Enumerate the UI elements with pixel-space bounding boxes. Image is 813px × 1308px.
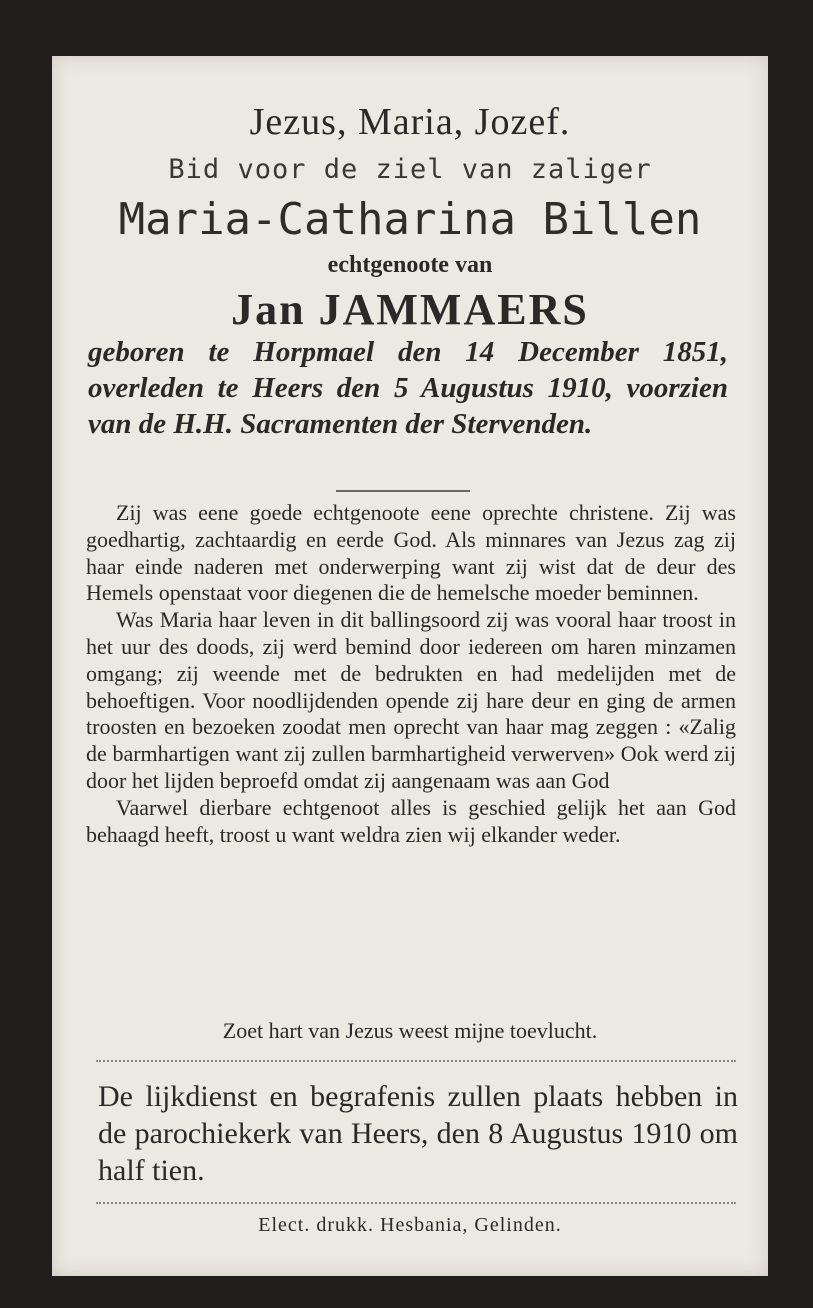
biography-paragraph: Vaarwel dierbare echtgenoot alles is geschied gelijk het aan God behaagd heeft, troost u want weldra zien wij elkander weder. (86, 794, 736, 847)
closing-prayer: Zoet hart van Jezus weest mijne toevlucht. (222, 1018, 598, 1043)
biography (86, 500, 736, 848)
card-paper (52, 56, 768, 1276)
spouse-intro: echtgenoote van (327, 252, 493, 278)
biography-paragraph: Zij was eene goede echtgenoote eene oprechte christene. Zij was goedhartig, zachtaardig en eerde God. Als minnares van Jezus zag zij haar einde naderen met onderwerping want zij wist dat de deur des Hemels openstaat voor diegenen die de hemelsche moeder beminnen. (86, 500, 736, 606)
dotted-divider-bottom (96, 1202, 736, 1204)
divider-line (336, 490, 470, 492)
biography-paragraph: Was Maria haar leven in dit ballingsoord zij was vooral haar troost in het uur des doods, zij werd bemind door iedereen om haren minzamen omgang; zij weende met de bedrukten en had medelijden met de behoeftigen. Voor noodlijdenden opende zij hare deur en ging de armen troosten en bezoeken zoodat men oprecht van haar mag zeggen : «Zalig de barmhartigen want zij zullen barmhartigheid verwerven» Ook werd zij door het lijden beproefd omdat zij aangenaam was aan God (86, 607, 736, 793)
printer-credit: Elect. drukk. Hesbania, Gelinden. (258, 1214, 562, 1236)
prayer-line: Bid voor de ziel van zaliger (168, 154, 652, 185)
invocation: Jezus, Maria, Jozef. (249, 101, 571, 143)
dotted-divider-top (96, 1060, 736, 1062)
life-dates: geboren te Horpmael den 14 December 1851, overleden te Heers den 5 Augustus 1910, voorzien van de H.H. Sacramenten der Stervenden. (88, 336, 728, 440)
spouse-name: Jan JAMMAERS (231, 285, 589, 334)
deceased-name: Maria-Catharina Billen (118, 194, 702, 245)
funeral-notice: De lijkdienst en begrafenis zullen plaats hebben in de parochiekerk van Heers, den 8 Augustus 1910 om half tien. (98, 1080, 738, 1187)
